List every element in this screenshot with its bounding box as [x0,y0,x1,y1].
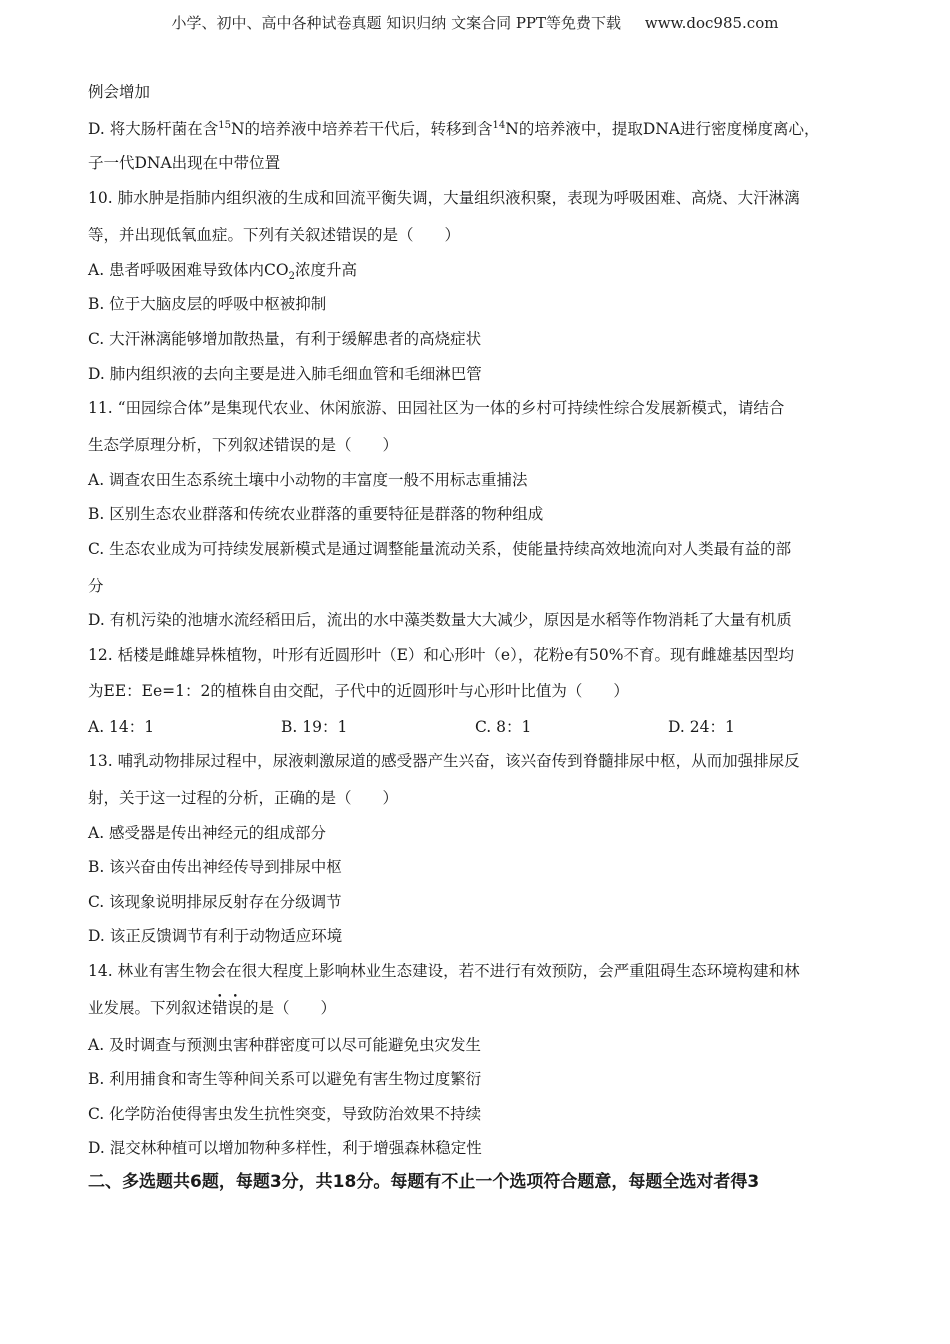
q11-option-c: C. 生态农业成为可持续发展新模式是通过调整能量流动关系，使能量持续高效地流向对人类最有益的部 [88,540,792,558]
q13-stem: 射，关于这一过程的分析，正确的是（ ） [88,789,399,807]
q10a-text: 浓度升高 [295,261,358,279]
q14-option-a: A. 及时调查与预测虫害种群密度可以尽可能避免虫灾发生 [88,1036,482,1054]
q14-option-d: D. 混交林种植可以增加物种多样性，利于增强森林稳定性 [88,1139,482,1157]
q10-stem: 10. 肺水肿是指肺内组织液的生成和回流平衡失调，大量组织液积聚，表现为呼吸困难、高烧、大汗淋漓 [88,189,800,207]
q9d-text: N的培养液中，提取DNA进行密度梯度离心， [505,120,820,139]
q10-option-b: B. 位于大脑皮层的呼吸中枢被抑制 [88,295,327,313]
q11-option-b: B. 区别生态农业群落和传统农业群落的重要特征是群落的物种组成 [88,505,544,523]
q12-option-b: B. 19：1 [281,718,348,736]
q12-stem: 为EE：Ee=1：2的植株自由交配，子代中的近圆形叶与心形叶比值为（ ） [88,682,629,700]
q10-stem: 等，并出现低氧血症。下列有关叙述错误的是（ ） [88,226,461,244]
q11-stem: 生态学原理分析，下列叙述错误的是（ ） [88,436,399,454]
emphasis-char: 误 [227,999,244,1017]
text-line: 子一代DNA出现在中带位置 [88,154,281,172]
q13-option-c: C. 该现象说明排尿反射存在分级调节 [88,893,342,911]
q14-text: 业发展。下列叙述 [88,999,213,1017]
q9d-sup: 15 [218,120,231,131]
q11-option-a: A. 调查农田生态系统土壤中小动物的丰富度一般不用标志重捕法 [88,471,528,489]
q10a-text: A. 患者呼吸困难导致体内CO [88,261,289,279]
q12-option-c: C. 8：1 [475,718,532,736]
page-header: 小学、初中、高中各种试卷真题 知识归纳 文案合同 PPT等免费下载 www.doc985.com [171,14,779,32]
q12-option-d: D. 24：1 [668,718,735,736]
q9d-sup: 14 [492,120,506,131]
q11-stem: 11. “田园综合体”是集现代农业、休闲旅游、田园社区为一体的乡村可持续性综合发展新模式，请结合 [88,399,785,417]
section-heading: 二、多选题共6题，每题3分，共18分。每题有不止一个选项符合题意，每题全选对者得3 [88,1172,760,1192]
q12-option-a: A. 14：1 [88,718,155,736]
q13-option-a: A. 感受器是传出神经元的组成部分 [88,824,327,842]
q9-option-d [88,116,820,139]
emphasis-char: 错 [212,999,228,1017]
q14-option-b: B. 利用捕食和寄生等种间关系可以避免有害生物过度繁衍 [88,1070,482,1088]
q10-option-d: D. 肺内组织液的去向主要是进入肺毛细血管和毛细淋巴管 [88,365,482,383]
q9d-text: D. 将大肠杆菌在含 [88,120,219,139]
q14-stem [88,998,336,1018]
q10a-sub: 2 [288,271,295,283]
q14-stem: 14. 林业有害生物会在很大程度上影响林业生态建设，若不进行有效预防，会严重阻碍生态环境构建和林 [88,962,800,980]
q9d-text: N的培养液中培养若干代后，转移到含 [230,120,493,139]
q11-option-d: D. 有机污染的池塘水流经稻田后，流出的水中藻类数量大大减少，原因是水稻等作物消耗了大量有机质 [88,611,792,629]
q14-option-c: C. 化学防治使得害虫发生抗性突变，导致防治效果不持续 [88,1105,482,1123]
q14-text: 的是（ ） [243,999,337,1017]
text-line: 例会增加 [88,83,151,101]
q12-stem: 12. 栝楼是雌雄异株植物，叶形有近圆形叶（E）和心形叶（e），花粉e有50%不育。现有雌雄基因型均 [88,646,794,664]
q13-option-b: B. 该兴奋由传出神经传导到排尿中枢 [88,858,342,876]
q10-option-c: C. 大汗淋漓能够增加散热量，有利于缓解患者的高烧症状 [88,330,482,348]
q13-stem: 13. 哺乳动物排尿过程中，尿液刺激尿道的感受器产生兴奋，该兴奋传到脊髓排尿中枢，从而加强排尿反 [88,752,800,770]
q13-option-d: D. 该正反馈调节有利于动物适应环境 [88,927,343,945]
q10-option-a [88,260,357,287]
q11-option-c: 分 [88,577,104,595]
